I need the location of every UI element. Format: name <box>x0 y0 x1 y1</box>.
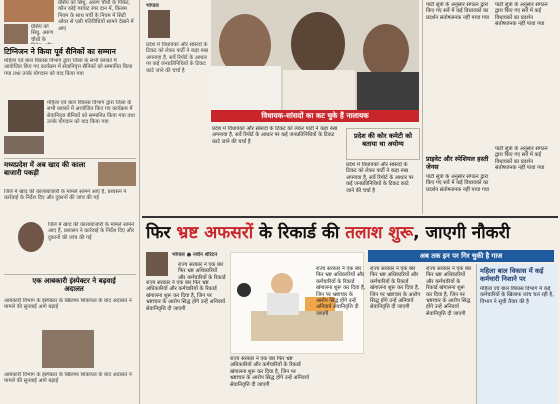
politician-photo-3-body <box>357 72 419 110</box>
left-headline-3: एक आबकारी इंस्पेक्टर ने बढ़वाई अदालत <box>32 277 116 294</box>
bottom-col-3: राज्य सरकार ने एक बार फिर भ्रष्ट अधिकारियों और कर्मचारियों के रिकार्ड खंगालना शुरू कर दिया है, जिन पर भ्रष्टाचार के आरोप सिद्ध होंगे उन्हें अनिवार्य सेवानिवृत्ति दी जाएगी <box>230 356 309 388</box>
main-headline <box>146 222 558 244</box>
right-top-col-2: पार्टी सूत्रों के अनुसार संगठन द्वारा किए गए सर्वे में कई विधायकों का प्रदर्शन संतोषजनक नहीं पाया गया <box>495 2 548 28</box>
bottom-col-1: राज्य सरकार ने एक बार फिर भ्रष्ट अधिकारियों और कर्मचारियों के रिकार्ड खंगालना शुरू कर दिया है, जिन पर भ्रष्टाचार के आरोप सिद्ध होंगे उन्हें अनिवार्य सेवानिवृत्ति दी जाएगी <box>146 280 225 312</box>
left-rule-1 <box>4 158 136 159</box>
main-headline-part3: के रिकार्ड की <box>253 223 346 243</box>
politician-photo-2-body <box>283 70 355 110</box>
right-top-col-2b: पार्टी सूत्रों के अनुसार संगठन द्वारा किए गए सर्वे में कई विधायकों का प्रदर्शन संतोषजनक नहीं पाया गया <box>495 146 548 172</box>
center-small-portrait <box>148 10 170 38</box>
politician-photo-3 <box>363 24 409 78</box>
left-headline-1-body: महिला एवं बाल विकास विभाग द्वारा जिला के सभी ब्लाकों में आयोजित किए गए कार्यक्रम में सेवानिवृत्त सैनिकों को सम्मानित किया गया तथा उनके योगदान को याद किया गया <box>4 58 133 77</box>
bottom-byline: भोपाल ● नवीन शेरिटन <box>172 252 218 258</box>
left-group-photo <box>4 136 44 154</box>
right-subheadline: प्राइवेट और स्पेशियल हस्ती जेनस <box>426 155 489 171</box>
left-bottom-text: आबकारी विभाग के इंस्पेक्टर के खिलाफ शिकायत के बाद अदालत ने मामले की सुनवाई आगे बढ़ाई <box>4 372 132 385</box>
bottom-col-4: राज्य सरकार ने एक बार फिर भ्रष्ट अधिकारियों और कर्मचारियों के रिकार्ड खंगालना शुरू कर दिया है, जिन पर भ्रष्टाचार के आरोप सिद्ध होंगे उन्हें अनिवार्य सेवानिवृत्ति दी जाएगी <box>316 266 366 317</box>
left-top-text: ग्रेसिय को सिधु, अरुण चौधी के पिकेट, कौन कोई गरांघट रंगर दान में, किलम नियम के साथ पर्ची के नियम में सिटी ओवर से एसी गतिविधियों सामने देखने में आए <box>58 0 134 32</box>
left-portrait-text: महिला एवं बाल विकास विभाग द्वारा जिला के सभी ब्लाकों में आयोजित किए गए कार्यक्रम में सेवानिवृत्त सैनिकों को सम्मानित किया गया तथा उनके योगदान को याद किया गया <box>47 100 135 126</box>
left-small-photo <box>4 24 28 44</box>
main-headline-rule <box>142 216 558 218</box>
left-bottom-photo <box>42 330 94 368</box>
cartoon-officer-head <box>271 273 293 295</box>
center-body-col-1: प्रदेश में विधायकों और सांसदों के टिकट को लेकर पार्टी ने कड़ा रुख अपनाया है, सर्वे रिपोर्ट के आधार पर कई जनप्रतिनिधियों के टिकट काटे जाने की चर्चा है <box>212 126 338 145</box>
left-top-photo <box>4 0 54 22</box>
left-politician-text: जिले में खाद की कालाबाजारी के मामले सामने आए हैं, प्रशासन ने कार्रवाई के निर्देश दिए और दुकानों की जांच की गई <box>48 222 135 241</box>
right-top-col-1b: पार्टी सूत्रों के अनुसार संगठन द्वारा किए गए सर्वे में कई विधायकों का प्रदर्शन संतोषजनक नहीं पाया गया <box>426 174 490 193</box>
left-headline-2-body: जिले में खाद की कालाबाजारी के मामले सामने आए हैं, प्रशासन ने कार्रवाई के निर्देश दिए और दुकानों की जांच की गई <box>4 189 127 202</box>
left-rule-2 <box>4 274 136 275</box>
right-box-body: महिला एवं बाल विकास विभाग में कई कर्मचारियों के खिलाफ जांच चल रही है, विभाग ने सूची तैयार की है <box>480 286 554 305</box>
cartoon-inspector-head <box>237 283 251 297</box>
banner-strip: अब तक इन पर गिर चुकी है गाज <box>368 250 554 262</box>
left-headline-1: टिग्निजन ने किया पूर्व सैनिकों का सम्मान <box>4 47 116 56</box>
politician-photo-2 <box>291 12 345 76</box>
right-top-col-1: पार्टी सूत्रों के अनुसार संगठन द्वारा किए गए सर्वे में कई विधायकों का प्रदर्शन संतोषजनक नहीं पाया गया <box>426 2 490 21</box>
politician-photo-1-body <box>211 66 281 110</box>
center-left-text: प्रदेश में विधायकों और सांसदों के टिकट को लेकर पार्टी ने कड़ा रुख अपनाया है, सर्वे रिपोर्ट के आधार पर कई जनप्रतिनिधियों के टिकट काटे जाने की चर्चा है <box>146 42 208 74</box>
bottom-small-portrait <box>146 252 168 276</box>
center-photo-collage <box>211 0 419 118</box>
main-headline-part5: , जाएगी नौकरी <box>413 223 511 243</box>
cartoon-officer-body <box>267 293 299 315</box>
left-headline-3-body: आबकारी विभाग के इंस्पेक्टर के खिलाफ शिकायत के बाद अदालत ने मामले की सुनवाई आगे बढ़ाई <box>4 298 132 311</box>
center-subheadline-box <box>346 128 420 160</box>
center-subheadline: प्रदेश की कोर कमेटी को बताया था अयोग्य <box>354 132 412 148</box>
main-headline-part2: भ्रष्ट अफसरों <box>176 223 254 243</box>
left-column-divider <box>139 0 140 404</box>
center-byline: भोपाल <box>146 3 159 9</box>
right-box-headline: महिला बाल विकास में कई कर्मचारी निशाने पर <box>480 267 544 283</box>
photo-caption-bar: विधायक-सांसदों का कट चुके हैं नालायक <box>211 110 419 122</box>
left-headline-2-photo <box>98 162 136 186</box>
main-headline-part4: तलाश शुरू <box>345 223 414 243</box>
center-body-col-2: प्रदेश में विधायकों और सांसदों के टिकट को लेकर पार्टी ने कड़ा रुख अपनाया है, सर्वे रिपोर्ट के आधार पर कई जनप्रतिनिधियों के टिकट काटे जाने की चर्चा है <box>346 162 414 194</box>
left-small-text: ग्रेसिय को सिधु, अरुण चौधी के <box>31 24 54 43</box>
left-politician-photo <box>18 222 44 252</box>
bottom-col-6: राज्य सरकार ने एक बार फिर भ्रष्ट अधिकारियों और कर्मचारियों के रिकार्ड खंगालना शुरू कर दिया है, जिन पर भ्रष्टाचार के आरोप सिद्ध होंगे उन्हें अनिवार्य सेवानिवृत्ति दी जाएगी <box>426 266 472 317</box>
main-headline-part1: फिर <box>146 223 177 243</box>
bottom-col-2: राज्य सरकार ने एक बार फिर भ्रष्ट अधिकारियों और कर्मचारियों के रिकार्ड <box>178 262 226 280</box>
center-right-divider <box>422 0 423 214</box>
bottom-col-5: राज्य सरकार ने एक बार फिर भ्रष्ट अधिकारियों और कर्मचारियों के रिकार्ड खंगालना शुरू कर दिया है, जिन पर भ्रष्टाचार के आरोप सिद्ध होंगे उन्हें अनिवार्य सेवानिवृत्ति दी जाएगी <box>370 266 421 311</box>
right-box <box>476 264 557 404</box>
left-headline-2: मध्यप्रदेश में अब खाद की काला बाजारी पकड़ी <box>4 161 86 178</box>
left-portrait-photo <box>8 100 44 132</box>
